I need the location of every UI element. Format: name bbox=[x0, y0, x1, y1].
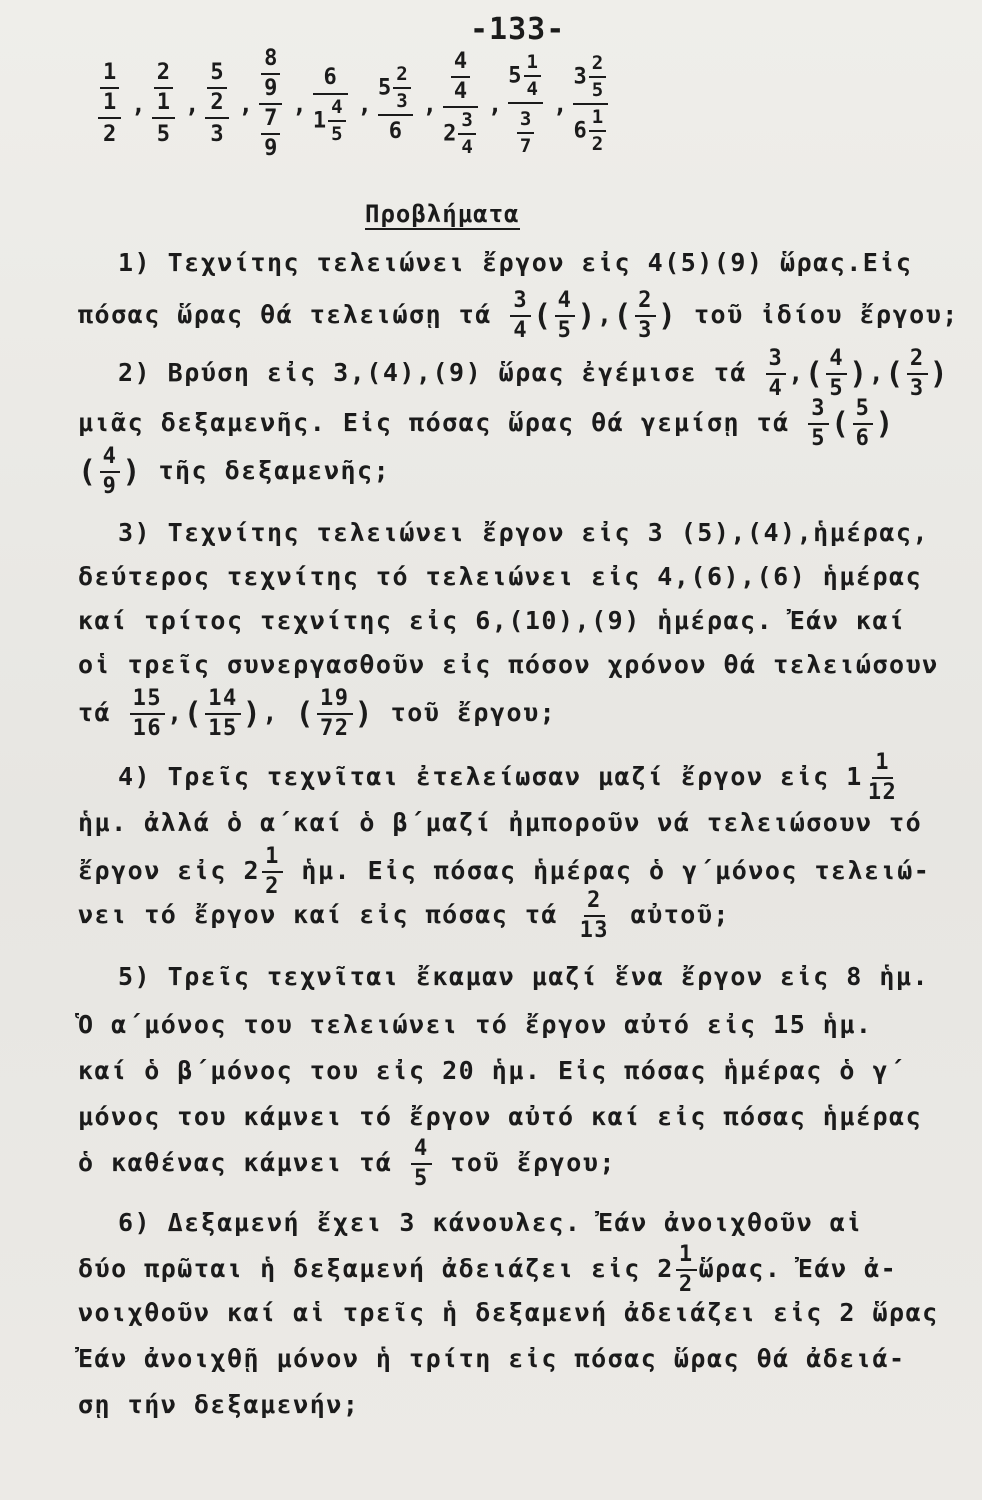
problem-4-line-4: νει τό ἔργον καί εἰς πόσας τά $\frac{2}{13}$ αὐτοῦ; bbox=[78, 888, 730, 943]
complex-fractions-row: $\frac{1}{1}$ 2 , $\frac{2}{1}$ 5 , $\frac{5}{2}$ 3 , $\frac{8}{9}$ $\frac{7}{9}$ , 6 1 $\frac{4}{5}$ , 5 $\frac{2}{3}$ 6 , $\frac{4}{4}$ 2 $\frac{3}{4}$ , 5 $\frac{1}{4}$ $\frac{3}{7}$ , 3 $\frac{2}{5}$ 6 $\frac{1}{2}$ bbox=[98, 48, 858, 160]
problem-6-line-5: σῃ τήν δεξαμενήν; bbox=[78, 1390, 360, 1419]
problem-5-line-3: καί ὁ β´μόνος του εἰς 20 ἡμ. Εἰς πόσας ἡμέρας ὁ γ´ bbox=[78, 1056, 906, 1085]
problem-5-line-4: μόνος του κάμνει τό ἔργον αὐτό καί εἰς πόσας ἡμέρας bbox=[78, 1102, 923, 1131]
page-number: -133- bbox=[470, 12, 566, 47]
problem-3-line-2: δεύτερος τεχνίτης τό τελειώνει εἰς 4,(6),(6) ἡμέρας bbox=[78, 562, 923, 591]
complex-fraction: $\frac{8}{9}$ $\frac{7}{9}$ bbox=[259, 48, 282, 160]
problem-2-line-2: μιᾶς δεξαμενῆς. Εἰς πόσας ὥρας θά γεμίσῃ τά $\frac{3}{5}$ ( $\frac{5}{6}$ ) bbox=[78, 396, 895, 451]
problem-3-line-3: καί τρίτος τεχνίτης εἰς 6,(10),(9) ἡμέρας. Ἐάν καί bbox=[78, 606, 906, 635]
problem-1-line-1: 1) Τεχνίτης τελειώνει ἔργον εἰς 4(5)(9) ὥρας.Εἰς bbox=[118, 248, 913, 277]
section-heading: Προβλήματα bbox=[365, 200, 520, 228]
problem-5-line-2: Ὁ α´μόνος του τελειώνει τό ἔργον αὐτό εἰς 15 ἡμ. bbox=[78, 1010, 873, 1039]
problem-2-line-1: 2) Βρύση εἰς 3,(4),(9) ὥρας ἐγέμισε τά $\frac{3}{4}$ ,( $\frac{4}{5}$ ),( $\frac{2}{3}$ ) bbox=[118, 346, 950, 401]
problem-6-line-3: νοιχθοῦν καί αἱ τρεῖς ἡ δεξαμενή ἀδειάζει εἰς 2 ὥρας bbox=[78, 1298, 939, 1327]
problem-4-line-1: 4) Τρεῖς τεχνῖται ἐτελείωσαν μαζί ἔργον εἰς 1 $\frac{1}{12}$ bbox=[118, 750, 898, 805]
complex-fraction: 5 $\frac{1}{4}$ $\frac{3}{7}$ bbox=[508, 53, 543, 156]
problem-3-line-5: τά $\frac{15}{16}$ ,( $\frac{14}{15}$ ), ( $\frac{19}{72}$ ) τοῦ ἔργου; bbox=[78, 686, 557, 741]
problem-2-line-3: ( $\frac{4}{9}$ ) τῆς δεξαμενῆς; bbox=[78, 444, 391, 499]
complex-fraction: 3 $\frac{2}{5}$ 6 $\frac{1}{2}$ bbox=[573, 54, 608, 154]
complex-fraction: $\frac{5}{2}$ 3 bbox=[205, 62, 228, 147]
problem-6-line-1: 6) Δεξαμενή ἔχει 3 κάνουλες. Ἐάν ἀνοιχθοῦν αἱ bbox=[118, 1208, 863, 1237]
complex-fraction: $\frac{4}{4}$ 2 $\frac{3}{4}$ bbox=[443, 51, 478, 157]
problem-1-line-2: πόσας ὥρας θά τελειώσῃ τά $\frac{3}{4}$ ( $\frac{4}{5}$ ),( $\frac{2}{3}$ ) τοῦ ἰδίου ἔργου; bbox=[78, 288, 959, 343]
problem-6-line-2: δύο πρῶται ἡ δεξαμενή ἀδειάζει εἰς 2 $\frac{1}{2}$ ὥρας. Ἐάν ἀ- bbox=[78, 1242, 898, 1297]
problem-6-line-4: Ἐάν ἀνοιχθῇ μόνον ἡ τρίτη εἰς πόσας ὥρας θά ἀδειά- bbox=[78, 1344, 906, 1373]
complex-fraction: 5 $\frac{2}{3}$ 6 bbox=[378, 65, 413, 144]
problem-4-line-2: ἡμ. ἀλλά ὁ α´καί ὁ β´μαζί ἠμποροῦν νά τελειώσουν τό bbox=[78, 808, 923, 837]
problem-3-line-4: οἱ τρεῖς συνεργασθοῦν εἰς πόσον χρόνον θά τελειώσουν bbox=[78, 650, 939, 679]
problem-4-line-3: ἔργον εἰς 2 $\frac{1}{2}$ ἡμ. Εἰς πόσας ἡμέρας ὁ γ´μόνος τελειώ- bbox=[78, 844, 931, 899]
complex-fraction: 6 1 $\frac{4}{5}$ bbox=[313, 65, 348, 144]
problem-5-line-5: ὁ καθένας κάμνει τά $\frac{4}{5}$ τοῦ ἔργου; bbox=[78, 1136, 616, 1191]
complex-fraction: $\frac{2}{1}$ 5 bbox=[152, 62, 175, 147]
problem-3-line-1: 3) Τεχνίτης τελειώνει ἔργον εἰς 3 (5),(4),ἡμέρας, bbox=[118, 518, 930, 547]
complex-fraction: $\frac{1}{1}$ 2 bbox=[98, 62, 121, 147]
problem-5-line-1: 5) Τρεῖς τεχνῖται ἔκαμαν μαζί ἕνα ἔργον εἰς 8 ἡμ. bbox=[118, 962, 930, 991]
